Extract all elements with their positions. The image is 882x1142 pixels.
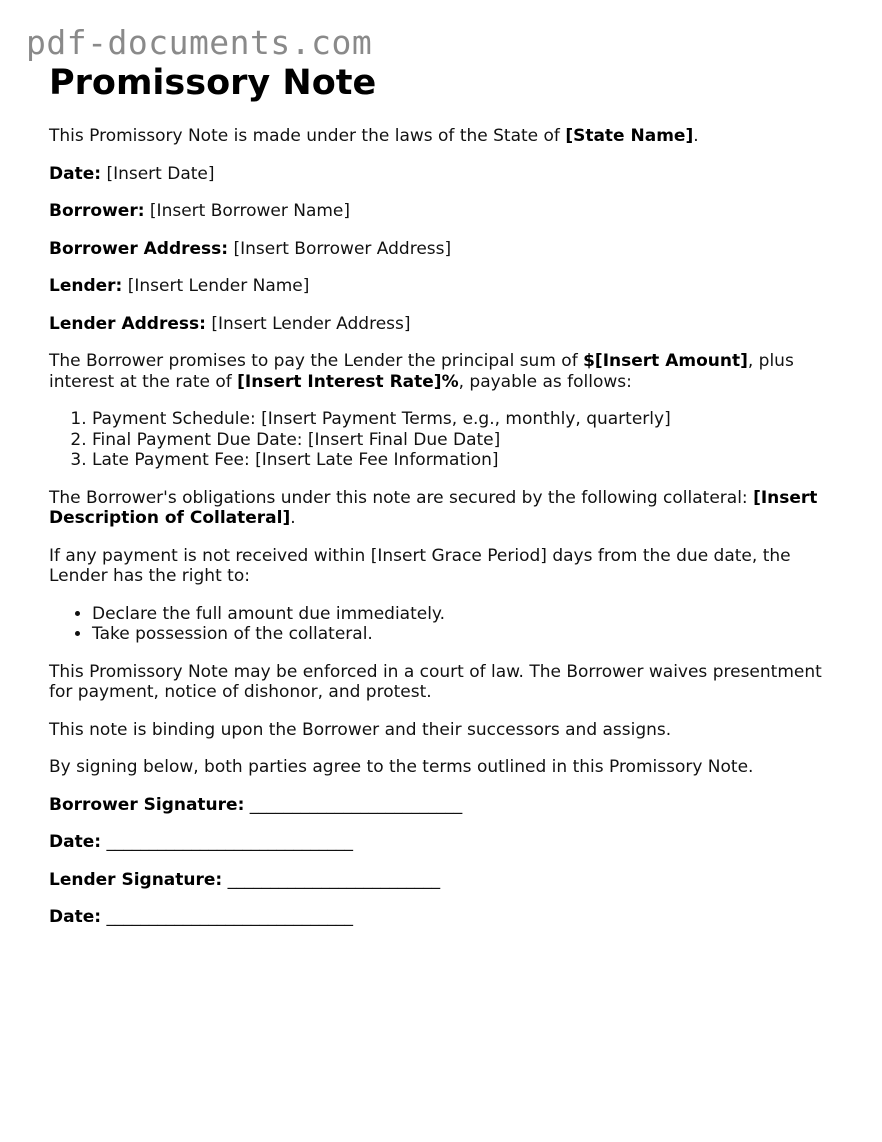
promise-text-1: The Borrower promises to pay the Lender the principal sum of (49, 351, 584, 371)
lender-signature-line (49, 870, 849, 891)
signature-label: Date: (49, 832, 102, 852)
field-label: Borrower: (49, 201, 145, 221)
signature-blank: _________________________ (244, 794, 463, 815)
field-value: [Insert Lender Address] (205, 313, 411, 334)
agreement-paragraph: By signing below, both parties agree to the terms outlined in this Promissory Note. (49, 757, 754, 777)
field-value: [Insert Lender Name] (122, 276, 310, 296)
list-item: 3. Late Payment Fee: [Insert Late Fee Information] (92, 450, 849, 471)
field-value: [Insert Borrower Name] (144, 201, 351, 221)
list-item: 2. Final Payment Due Date: [Insert Final Due Date] (92, 430, 849, 451)
promise-text-2: , plus interest at the rate of (49, 351, 794, 392)
field-value: [Insert Borrower Address] (228, 238, 452, 259)
intro-text: This Promissory Note is made under the laws of the State of (49, 126, 566, 146)
field-label: Borrower Address: (49, 238, 229, 259)
watermark: pdf-documents.com (26, 23, 373, 62)
payment-terms-list (49, 409, 849, 471)
signature-blank: _____________________________ (101, 832, 353, 852)
signature-blank: _____________________________ (101, 907, 353, 927)
signature-blank: _________________________ (222, 869, 441, 890)
collateral-description: [Insert Description of Collateral] (49, 487, 818, 528)
signature-label: Lender Signature: (49, 869, 223, 890)
intro-end: . (693, 126, 699, 146)
field-borrower (49, 201, 849, 222)
collateral-paragraph (49, 488, 849, 529)
list-item: 1. Payment Schedule: [Insert Payment Terms, e.g., monthly, quarterly] (92, 409, 849, 430)
intro-paragraph (49, 126, 849, 147)
field-borrower-address (49, 239, 849, 260)
state-name: [State Name] (565, 126, 694, 146)
principal-amount: $[Insert Amount] (583, 351, 748, 371)
signature-label: Borrower Signature: (49, 794, 245, 815)
collateral-text: The Borrower's obligations under this note are secured by the following collateral: (49, 487, 754, 508)
promise-text-3: , payable as follows: (458, 371, 632, 392)
collateral-end: . (290, 508, 296, 528)
binding-paragraph: This note is binding upon the Borrower and their successors and assigns. (49, 719, 672, 740)
document-page (49, 62, 849, 928)
document-title: Promissory Note (49, 63, 377, 103)
list-item: • Declare the full amount due immediately. (92, 604, 849, 625)
enforcement-paragraph: This Promissory Note may be enforced in a court of law. The Borrower waives presentment for payment, notice of dishonor, and protest. (49, 661, 822, 702)
field-label: Date: (49, 163, 102, 184)
remedies-list (49, 604, 849, 645)
field-label: Lender: (49, 276, 123, 296)
promise-paragraph (49, 351, 849, 392)
lender-date-line (49, 907, 849, 928)
field-label: Lender Address: (49, 313, 206, 334)
interest-rate: [Insert Interest Rate]% (237, 371, 459, 392)
field-lender-address (49, 314, 849, 335)
signature-label: Date: (49, 907, 102, 927)
borrower-date-line (49, 832, 849, 853)
field-date (49, 164, 849, 185)
field-lender (49, 276, 849, 297)
default-clause: If any payment is not received within [Insert Grace Period] days from the due date, the Lender has the right to: (49, 545, 791, 586)
field-value: [Insert Date] (101, 163, 215, 184)
list-item: • Take possession of the collateral. (92, 624, 849, 645)
borrower-signature-line (49, 795, 849, 816)
